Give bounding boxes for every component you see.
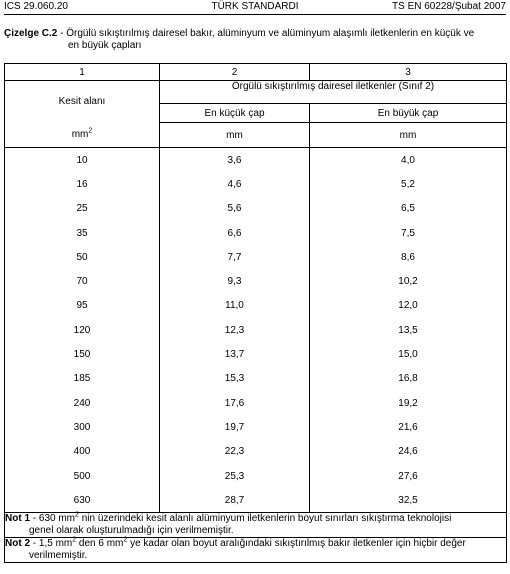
cell-area: 16: [5, 172, 160, 196]
cell-area: 150: [5, 342, 160, 366]
table-row: [5, 269, 507, 293]
cell-area: 630: [5, 488, 160, 513]
header-min-diameter: En küçük çap: [160, 104, 310, 123]
page-header: [4, 0, 506, 15]
header-max-diameter: En büyük çap: [310, 104, 507, 123]
cell-max-diameter: 19,2: [310, 391, 507, 415]
cell-area: 300: [5, 415, 160, 439]
col-number-2: 2: [160, 64, 310, 81]
table-row: [5, 318, 507, 342]
table-row: [5, 221, 507, 245]
table-row: [5, 294, 507, 318]
cell-max-diameter: 5,2: [310, 172, 507, 196]
cell-area: 35: [5, 221, 160, 245]
cell-area: 240: [5, 391, 160, 415]
cell-max-diameter: 8,6: [310, 245, 507, 269]
table-row: [5, 488, 507, 513]
cell-max-diameter: 10,2: [310, 269, 507, 293]
cell-min-diameter: 5,6: [160, 197, 310, 221]
cell-area: 400: [5, 440, 160, 464]
header-kesit-alani: Kesit alanı: [5, 81, 160, 123]
table-row: [5, 415, 507, 439]
cell-min-diameter: 12,3: [160, 318, 310, 342]
unit-min: mm: [160, 123, 310, 148]
cell-area: 95: [5, 294, 160, 318]
unit-area: $mm^2$: [5, 123, 160, 148]
caption-text-line1: - Örgülü sıkıştırılmış dairesel bakır, alüminyum ve alüminyum alaşımlı iletkenlerin en küçük ve: [57, 28, 475, 39]
table-row: [5, 148, 507, 173]
diameter-table: [4, 63, 507, 563]
cell-max-diameter: 6,5: [310, 197, 507, 221]
standard-title: TÜRK STANDARDI: [211, 1, 299, 12]
unit-max: mm: [310, 123, 507, 148]
cell-min-diameter: 6,6: [160, 221, 310, 245]
table-row: [5, 342, 507, 366]
note-1: Not 1 - 630 $mm^2$ nin üzerindeki kesit alanlı alüminyum iletkenlerin boyut sınırları sıkıştırma teknolojisi genel olarak oluşturulmadığı için verilmemiştir.: [5, 513, 507, 538]
col-number-1: 1: [5, 64, 160, 81]
cell-min-diameter: 4,6: [160, 172, 310, 196]
cell-max-diameter: 24,6: [310, 440, 507, 464]
cell-min-diameter: 13,7: [160, 342, 310, 366]
cell-min-diameter: 28,7: [160, 488, 310, 513]
caption-text-line2: en büyük çapları: [68, 40, 142, 51]
cell-min-diameter: 3,6: [160, 148, 310, 173]
cell-area: 120: [5, 318, 160, 342]
cell-max-diameter: 16,8: [310, 367, 507, 391]
cell-max-diameter: 15,0: [310, 342, 507, 366]
cell-min-diameter: 17,6: [160, 391, 310, 415]
ics-code: ICS 29.060.20: [4, 1, 68, 12]
col-number-3: 3: [310, 64, 507, 81]
cell-min-diameter: 25,3: [160, 464, 310, 488]
cell-max-diameter: 7,5: [310, 221, 507, 245]
table-row: [5, 464, 507, 488]
caption-label: Çizelge C.2: [4, 28, 58, 39]
cell-area: 50: [5, 245, 160, 269]
cell-min-diameter: 11,0: [160, 294, 310, 318]
table-row: [5, 197, 507, 221]
cell-max-diameter: 27,6: [310, 464, 507, 488]
standard-number: TS EN 60228/Şubat 2007: [392, 1, 506, 12]
cell-min-diameter: 15,3: [160, 367, 310, 391]
table-row: [5, 440, 507, 464]
table-caption: [4, 28, 506, 52]
cell-min-diameter: 19,7: [160, 415, 310, 439]
cell-area: 500: [5, 464, 160, 488]
note-2: Not 2 - 1,5 $mm^2$ den 6 $mm^2$ ye kadar olan boyut aralığındaki sıkıştırılmış bakır iletkenler için hiçbir değer verilmemiştir.: [5, 538, 507, 563]
table-row: [5, 391, 507, 415]
cell-max-diameter: 21,6: [310, 415, 507, 439]
cell-min-diameter: 22,3: [160, 440, 310, 464]
table-row: [5, 172, 507, 196]
cell-area: 10: [5, 148, 160, 173]
cell-min-diameter: 7,7: [160, 245, 310, 269]
cell-min-diameter: 9,3: [160, 269, 310, 293]
cell-max-diameter: 32,5: [310, 488, 507, 513]
cell-max-diameter: 12,0: [310, 294, 507, 318]
cell-max-diameter: 13,5: [310, 318, 507, 342]
cell-area: 70: [5, 269, 160, 293]
cell-area: 25: [5, 197, 160, 221]
cell-max-diameter: 4,0: [310, 148, 507, 173]
cell-area: 185: [5, 367, 160, 391]
table-row: [5, 245, 507, 269]
header-group: Örgülü sıkıştırılmış dairesel iletkenler (Sınıf 2): [160, 81, 507, 104]
table-row: [5, 367, 507, 391]
